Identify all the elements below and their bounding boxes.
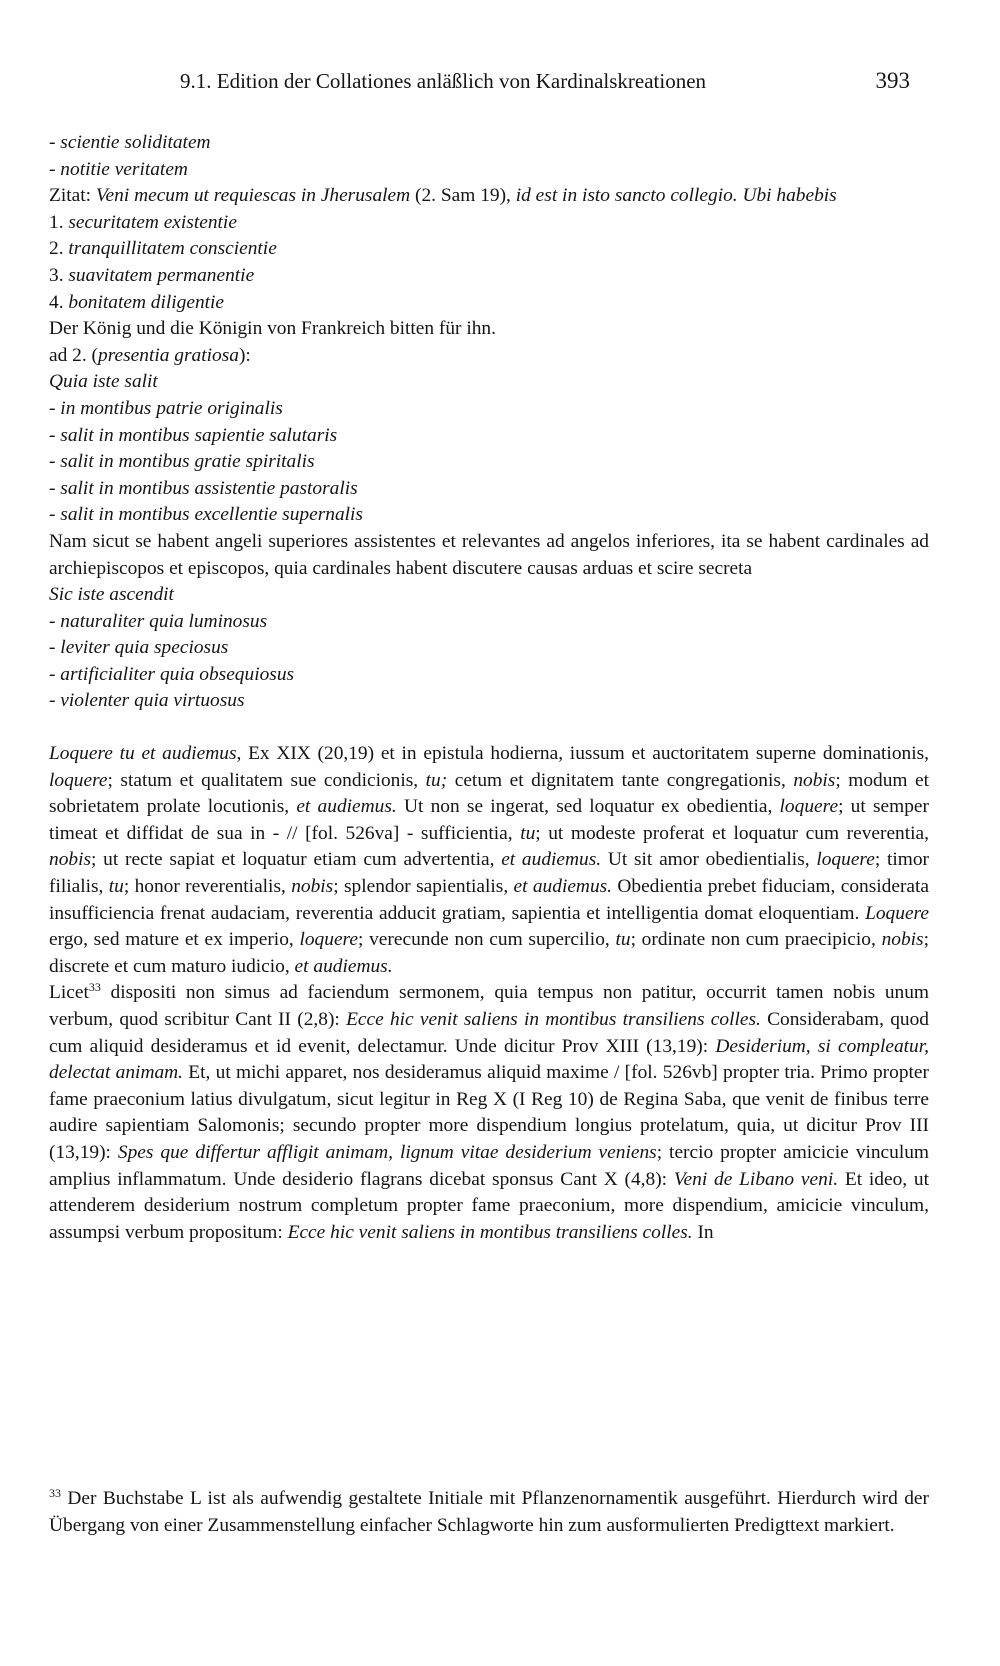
text-run: Ut non se ingerat, sed loquatur ex obedientia, xyxy=(396,796,780,818)
text-line xyxy=(49,343,929,370)
text-run: - salit in montibus assistentie pastoralis xyxy=(49,477,358,499)
text-run: ): xyxy=(238,344,251,366)
text-run: Veni mecum ut requiescas in Jherusalem xyxy=(95,185,411,207)
text-line xyxy=(49,236,929,263)
text-run: cetum et dignitatem tante congregationis, xyxy=(447,769,794,791)
text-run: ; statum et qualitatem sue condicionis, xyxy=(107,769,426,791)
text-run: - salit in montibus gratie spiritalis xyxy=(49,451,315,473)
text-run: , Ex XIX (20,19) et in epistula hodierna, iussum et auctoritatem superne dominationis, xyxy=(236,743,929,765)
paragraph-loquere xyxy=(49,741,929,980)
outline-block-2 xyxy=(49,582,929,715)
text-run: ; ut modeste proferat et loquatur cum reverentia, xyxy=(535,822,929,844)
text-run: ergo, sed mature et ex imperio, xyxy=(49,929,300,951)
text-line xyxy=(49,183,929,210)
text-run: 3. xyxy=(49,264,69,286)
text-line xyxy=(49,635,929,662)
text-run: suavitatem permanentie xyxy=(68,264,255,286)
text-run: Ecce hic venit saliens in montibus transiliens colles. xyxy=(346,1009,761,1030)
text-line xyxy=(49,396,929,423)
text-run: ; ut semper timeat et diffidat de sua in - // [fol. 526va] - sufficientia, xyxy=(49,796,929,844)
text-run: Ecce hic venit saliens in montibus transiliens colles. xyxy=(287,1221,693,1243)
text-run: et audiemus. xyxy=(294,955,393,977)
text-run: Nam sicut se habent angeli superiores assistentes et relevantes ad angelos inferiores, ita se habent cardinales ad archiepiscopos et episcopos, quia cardinales habent discutere causas arduas et scire secreta xyxy=(49,530,929,579)
text-run: Spes que differtur affligit animam, lignum vitae desiderium veniens xyxy=(117,1141,657,1163)
text-run: 4. xyxy=(49,291,69,313)
text-run: loquere xyxy=(49,769,108,791)
text-run: ; discrete et cum maturo iudicio, xyxy=(49,929,929,977)
text-run: loquere xyxy=(816,849,875,871)
text-run: securitatem existentie xyxy=(68,211,237,233)
text-line xyxy=(49,582,929,609)
text-run: ; verecunde non cum supercilio, xyxy=(357,929,616,951)
text-run: Sic iste ascendit xyxy=(49,584,174,606)
text-run: (2. Sam 19), xyxy=(410,185,516,207)
main-text xyxy=(49,130,929,1246)
text-run: ; ordinate non cum praecipicio, xyxy=(630,929,882,951)
text-run: tu; xyxy=(425,769,448,791)
text-line xyxy=(49,316,929,343)
text-run: - salit in montibus sapientie salutaris xyxy=(49,424,338,446)
text-run: 2. xyxy=(49,238,69,260)
text-run: - artificialiter quia obsequiosus xyxy=(49,663,295,685)
text-run: - scientie soliditatem xyxy=(49,132,211,153)
text-run: et audiemus. xyxy=(501,849,602,871)
text-line xyxy=(49,449,929,476)
text-run: nobis xyxy=(291,876,334,898)
text-run: tranquillitatem conscientie xyxy=(68,238,277,260)
text-line xyxy=(49,688,929,715)
text-run: Zitat: xyxy=(49,185,96,207)
text-run: Veni de Libano veni. xyxy=(673,1168,839,1190)
text-run: nobis xyxy=(49,849,92,871)
text-run: - violenter quia virtuosus xyxy=(49,690,245,712)
text-run: Desiderium, si compleatur, delectat animam. xyxy=(49,1035,929,1084)
text-run: ; splendor sapientialis, xyxy=(333,876,514,898)
text-run: Loquere xyxy=(865,902,929,924)
text-run: - salit in montibus excellentie supernalis xyxy=(49,504,363,526)
text-line xyxy=(49,369,929,396)
text-line xyxy=(49,157,929,184)
text-run: nobis xyxy=(793,769,836,791)
text-run: ; ut recte sapiat et loquatur etiam cum advertentia, xyxy=(91,849,502,871)
text-run: dispositi non simus ad faciendum sermonem, quia tempus non patitur, occurrit tamen nobis unum verbum, quod scribitur Cant II (2,8): xyxy=(49,982,929,1030)
paragraph-licet xyxy=(49,980,929,1246)
text-run: Considerabam, quod cum aliquid desideramus et id evenit, delectamur. Unde dicitur Prov XIII (13,19): xyxy=(49,1009,929,1057)
text-run: Loquere tu et audiemus xyxy=(49,743,237,765)
text-run: ; timor filialis, xyxy=(49,849,930,898)
text-run: id est in isto sancto collegio. Ubi habebis xyxy=(515,185,837,207)
text-run: Der König und die Königin von Frankreich bitten für ihn. xyxy=(49,318,496,340)
text-run: Ut sit amor obedientialis, xyxy=(601,849,817,871)
footnote-ref: 33 xyxy=(49,1486,61,1500)
text-run: et audiemus. xyxy=(513,876,613,898)
text-line xyxy=(49,263,929,290)
text-run: tu xyxy=(108,876,124,898)
text-run: Der Buchstabe L ist als aufwendig gestaltete Initiale mit Pflanzenornamentik ausgeführt. Hierdurch wird der Übergang von einer Zusammenstellung einfacher Schlagworte hin zum ausformulierten Predigttext markiert. xyxy=(49,1488,929,1536)
text-line xyxy=(49,290,929,317)
text-run: bonitatem diligentie xyxy=(68,291,225,313)
text-run: ; tercio propter amicicie vinculum amplius inflammatum. Unde desiderio flagrans dicebat sponsus Cant X (4,8): xyxy=(49,1141,929,1190)
paragraph-cardinals xyxy=(49,529,929,582)
text-line xyxy=(49,423,929,450)
text-line xyxy=(49,502,929,529)
text-run: - leviter quia speciosus xyxy=(49,637,229,659)
text-run: - naturaliter quia luminosus xyxy=(49,610,268,632)
footnote-ref: 33 xyxy=(88,980,101,995)
text-line xyxy=(49,662,929,689)
running-title: 9.1. Edition der Collationes anläßlich von Kardinalskreationen xyxy=(180,69,707,93)
text-run: loquere xyxy=(299,929,358,951)
text-run: tu xyxy=(615,929,631,951)
footnote-33 xyxy=(49,1486,929,1539)
text-run: presentia gratiosa xyxy=(98,344,239,366)
text-run: Et ideo, ut attenderem desiderium nostrum completum propter fame praeconium, more dispendium, amicicie vinculum, assumpsi verbum propositum: xyxy=(49,1168,930,1243)
text-run: In xyxy=(692,1221,714,1243)
text-run: Quia iste salit xyxy=(49,371,158,393)
text-run: ; modum et sobrietatem prolate locutionis, xyxy=(49,769,930,818)
text-run: Licet xyxy=(49,982,89,1004)
text-run: et audiemus. xyxy=(296,796,397,818)
text-line xyxy=(49,476,929,503)
outline-block xyxy=(49,130,929,529)
text-run: nobis xyxy=(881,929,924,951)
text-line xyxy=(49,130,929,157)
text-run: ad 2. ( xyxy=(49,344,98,366)
text-run: tu xyxy=(520,822,536,844)
section-gap xyxy=(49,715,929,741)
text-run: ; honor reverentialis, xyxy=(123,876,292,898)
text-line xyxy=(49,210,929,237)
text-run: 1. xyxy=(49,211,69,233)
running-header xyxy=(180,68,910,94)
text-line xyxy=(49,609,929,636)
text-run: - in montibus patrie originalis xyxy=(49,397,283,419)
text-run: - notitie veritatem xyxy=(49,158,188,180)
text-run: Et, ut michi apparet, nos desideramus aliquid maxime / [fol. 526vb] propter tria. Primo propter fame praeconium latius divulgatum, sicut legitur in Reg X (I Reg 10) de Regina Saba, que venit de finibus terre audire sapientiam Salomonis; secundo propter more dispendium longius protelatum, quia, ut dicitur Prov III (13,19): xyxy=(49,1062,929,1163)
text-run: Obedientia prebet fiduciam, considerata insufficiencia frenat audaciam, reverentia adducit gratiam, sapientia et intelligentia domat eloquentiam. xyxy=(49,876,929,924)
page-number: 393 xyxy=(875,68,910,93)
text-run: loquere xyxy=(779,796,839,818)
